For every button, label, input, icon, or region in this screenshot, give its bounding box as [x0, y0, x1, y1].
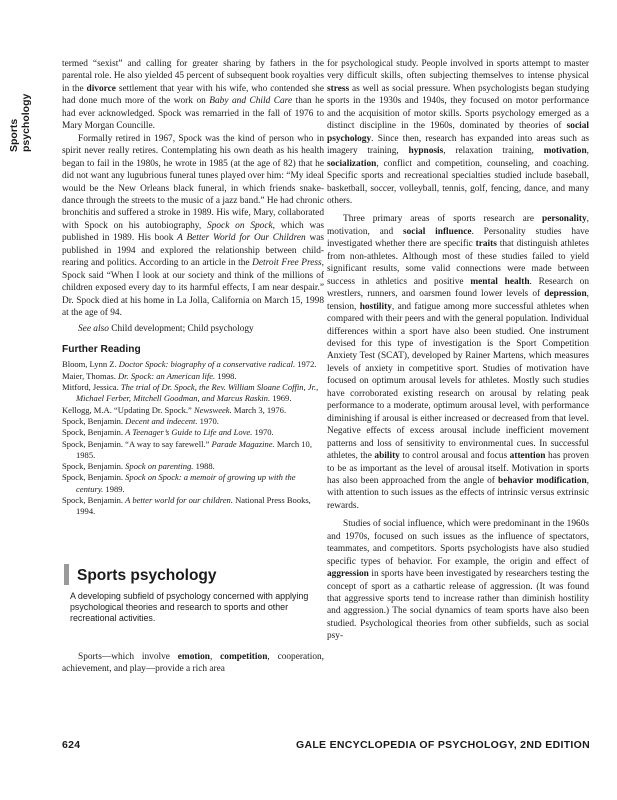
bold-term: motivation: [543, 146, 587, 157]
text-run: 1969.: [270, 393, 292, 404]
bold-term: stress: [327, 83, 350, 94]
reference-list: [62, 359, 324, 517]
publication-title: GALE ENCYCLOPEDIA OF PSYCHOLOGY, 2ND EDITION: [295, 739, 590, 751]
text-run: . Personality studies have investigated whether there are specific: [327, 226, 589, 250]
text-run: March 10, 1985.: [76, 438, 312, 460]
left-column: [62, 58, 324, 676]
italic-text: Parade Magazine.: [211, 438, 275, 449]
text-run: ,: [209, 651, 221, 662]
italic-text: Doctor Spock: biography of a conservative radical.: [118, 359, 296, 370]
text-run: as well as social pressure. When psychologists began studying sports in the 1930s and 1940s, they focused on motor performance and the acquisition of motor skills. Sports psychology emerged as a distinct discipline in the 1960s, dominated by theories of: [327, 83, 589, 132]
reference-item: [62, 472, 324, 495]
text-run: 1972.: [295, 359, 317, 370]
text-run: 1970.: [197, 415, 219, 426]
text-run: Spock, Benjamin.: [62, 415, 126, 426]
entry-lead-paragraph: [62, 651, 324, 676]
italic-text: The trial of Dr. Spock, the Rev. William Sloane Coffin, Jr., Michael Ferber, Mitchell Goodman, and Marcus Raskin.: [76, 382, 319, 404]
italic-text: Spock on Spock,: [207, 220, 275, 231]
text-run: , motivation, and: [327, 214, 589, 237]
bold-term: hypnosis: [408, 146, 444, 157]
italic-text: Detroit Free Press,: [252, 258, 324, 269]
text-run: , tension,: [327, 289, 589, 312]
reference-item: [62, 359, 324, 370]
text-run: . Since then, research has expanded into areas such as imagery training,: [327, 133, 589, 157]
text-run: Studies of social influence, which were predominant in the 1960s and 1970s, focused on such issues as the influence of spectators, teammates, and competitors. Sports psychologists have also studied specific types of behavior. For example, the origin and effect of: [327, 519, 589, 567]
text-run: Child development; Child psychology: [108, 323, 254, 334]
reference-item: [62, 416, 324, 427]
text-run: Spock, Benjamin.: [62, 472, 126, 483]
further-reading-heading: Further Reading: [62, 343, 141, 355]
text-run: , relaxation training,: [443, 146, 544, 157]
right-column: [327, 58, 589, 643]
text-run: for psychological study. People involved in sports attempt to master very difficult skills, often subjecting themselves to intense physical: [327, 59, 589, 82]
text-run: , cooperation, achievement, and play—provide a rich area: [62, 651, 325, 675]
text-run: was published in 1994 and explored the relationship between child-rearing and politics. According to an article in the: [62, 233, 324, 269]
bold-term: behavior modification: [498, 475, 587, 486]
text-run: . Research on wrestlers, runners, and oarsmen found lower levels of: [327, 276, 590, 300]
sports-paragraph-3: [327, 518, 589, 643]
bold-term: traits: [475, 239, 497, 250]
text-run: which was published in 1989. His book: [62, 220, 324, 244]
bold-term: emotion: [177, 651, 210, 662]
bold-term: attention: [509, 451, 546, 462]
reference-item: [62, 382, 324, 405]
italic-text: Newsweek.: [193, 404, 232, 415]
running-head: Sports psychology: [8, 93, 32, 152]
text-run: Maier, Thomas.: [62, 370, 118, 381]
text-run: that distinguish athletes from non-athletes. Although most of these studies failed to yield significant results, some valid connections were made between success in athletics and positive: [327, 239, 589, 287]
italic-text: Spock on parenting.: [125, 461, 194, 472]
sports-paragraph-2: [327, 213, 589, 512]
text-run: , and fatigue among more successful athletes when compared with their peers and with the general population. Individual differences within a sport have also been studied. One instrument devised for this type of investigation is the Sport Competition Anxiety Test (SCAT), developed by Rainer Martens, which measures levels of anxiety in competitive sport. Studies of motivation have focused on optimum arousal levels for athletes. Mostly such studies have corroborated existing research on arousal by relating peak performance to a moderate, optimum arousal level, with performance diminishing if arousal is either increased or decreased from that level. Negative effects of excess arousal include inefficient movement patterns and loss of sensitivity to environmental cues. In successful athletes, the: [327, 301, 589, 462]
italic-text: A Better World for Our Children: [177, 233, 306, 244]
text-run: than he had ever acknowledged. Spock was remarried in the fall of 1976 to Mary Morgan Councille.: [62, 96, 324, 132]
italic-text: Spock on Spock: a memoir of growing up with the century.: [76, 472, 296, 494]
spock-paragraph-2: [62, 133, 324, 320]
entry-heading-box: [64, 564, 324, 585]
italic-text: See also: [78, 323, 109, 334]
bold-term: divorce: [86, 83, 116, 94]
bold-term: mental health: [470, 276, 530, 287]
spock-paragraph-1: [62, 58, 324, 133]
text-run: ,: [586, 146, 589, 157]
bold-term: socialization: [327, 158, 377, 169]
text-run: 1970.: [252, 427, 274, 438]
bold-term: social psychology: [327, 121, 589, 144]
bold-term: social influence: [403, 226, 472, 237]
bold-term: aggression: [327, 569, 369, 580]
reference-item: [62, 461, 324, 472]
text-run: , with attention to such issues as the effects of intrinsic versus extrinsic rewards.: [327, 475, 589, 511]
entry-title: Sports psychology: [77, 566, 217, 584]
text-run: to control arousal and focus: [399, 451, 510, 462]
text-run: Three primary areas of sports research are: [343, 214, 542, 225]
text-run: March 3, 1976.: [231, 404, 287, 415]
text-run: Sports—which involve: [78, 651, 178, 662]
bold-term: ability: [374, 451, 400, 462]
italic-text: Baby and Child Care: [209, 96, 293, 107]
reference-item: [62, 371, 324, 382]
text-run: termed “sexist” and calling for greater sharing by fathers in the parental role. He also yielded 45 percent of subsequent book royalties in the: [62, 59, 324, 94]
text-run: Spock, Benjamin.: [62, 461, 126, 472]
italic-text: Dr. Spock: an American life.: [118, 370, 216, 381]
text-run: 1998.: [215, 370, 237, 381]
italic-text: A better world for our children.: [125, 494, 233, 505]
bold-term: hostility: [359, 301, 392, 312]
text-run: , conflict and competition, counseling, and coaching. Specific sports and recreational specialties studied include baseball, basketball, soccer, volleyball, tennis, golf, fencing, dance, and many others.: [327, 158, 589, 206]
italic-text: Decent and indecent.: [125, 415, 198, 426]
reference-item: [62, 427, 324, 438]
text-run: Spock said “When I look at our society and think of the millions of children exposed every day to its harmful effects, I am near despair.” Dr. Spock died at his home in La Jolla, California on March 15, 1998 at the age of 94.: [62, 270, 324, 319]
text-run: Formally retired in 1967, Spock was the kind of person who in spirit never really retires. Contemplating his own death as his health began to fail in the 1980s, he wrote in 1985 (at the age of 82) that he did not want any lugubrious funeral tunes played over him: “My ideal would be the New Orleans black funeral, in which friends snake-dance through the streets to the music of a jazz band.” He had chronic bronchitis and suffered a stroke in 1989. His wife, Mary, collaborated with Spock on his autobiography,: [62, 133, 324, 231]
text-run: Spock, Benjamin.: [62, 427, 126, 438]
see-also: [62, 323, 324, 335]
text-run: Kellogg, M.A. “Updating Dr. Spock.”: [62, 404, 194, 415]
entry-description: A developing subfield of psychology concerned with applying psychological theories and research to sports and other recreational activities.: [70, 590, 309, 624]
text-run: Mitford, Jessica.: [62, 382, 121, 393]
text-run: in sports have been investigated by researchers testing the concept of sport as a cathartic release of aggression. (It was found that aggressive sports tend to increase rather than diminish hostility and aggression.) The social dynamics of team sports have also been studied. Psychological theories from other subfields, such as social psy-: [327, 569, 589, 642]
reference-item: [62, 439, 324, 462]
text-run: has proven to be as important as the level of arousal itself. Motivation in sports has also been approached from the angle of: [327, 451, 589, 486]
bold-term: personality: [542, 214, 587, 225]
text-run: Spock, Benjamin. “A way to say farewell.”: [62, 438, 212, 449]
sports-paragraph-1: [327, 58, 589, 207]
page-number: 624: [62, 739, 81, 751]
text-run: National Press Books, 1994.: [76, 494, 311, 517]
text-run: 1988.: [193, 461, 215, 472]
text-run: 1989.: [103, 483, 125, 494]
text-run: settlement that year with his wife, who contended she had done much more of the work on: [62, 83, 324, 107]
reference-item: [62, 495, 324, 518]
bold-term: competition: [220, 651, 268, 662]
text-run: Bloom, Lynn Z.: [62, 359, 119, 370]
italic-text: A Teenager’s Guide to Life and Love.: [125, 427, 253, 438]
reference-item: [62, 405, 324, 416]
text-run: Spock, Benjamin.: [62, 494, 126, 505]
bold-term: depression: [544, 289, 587, 300]
